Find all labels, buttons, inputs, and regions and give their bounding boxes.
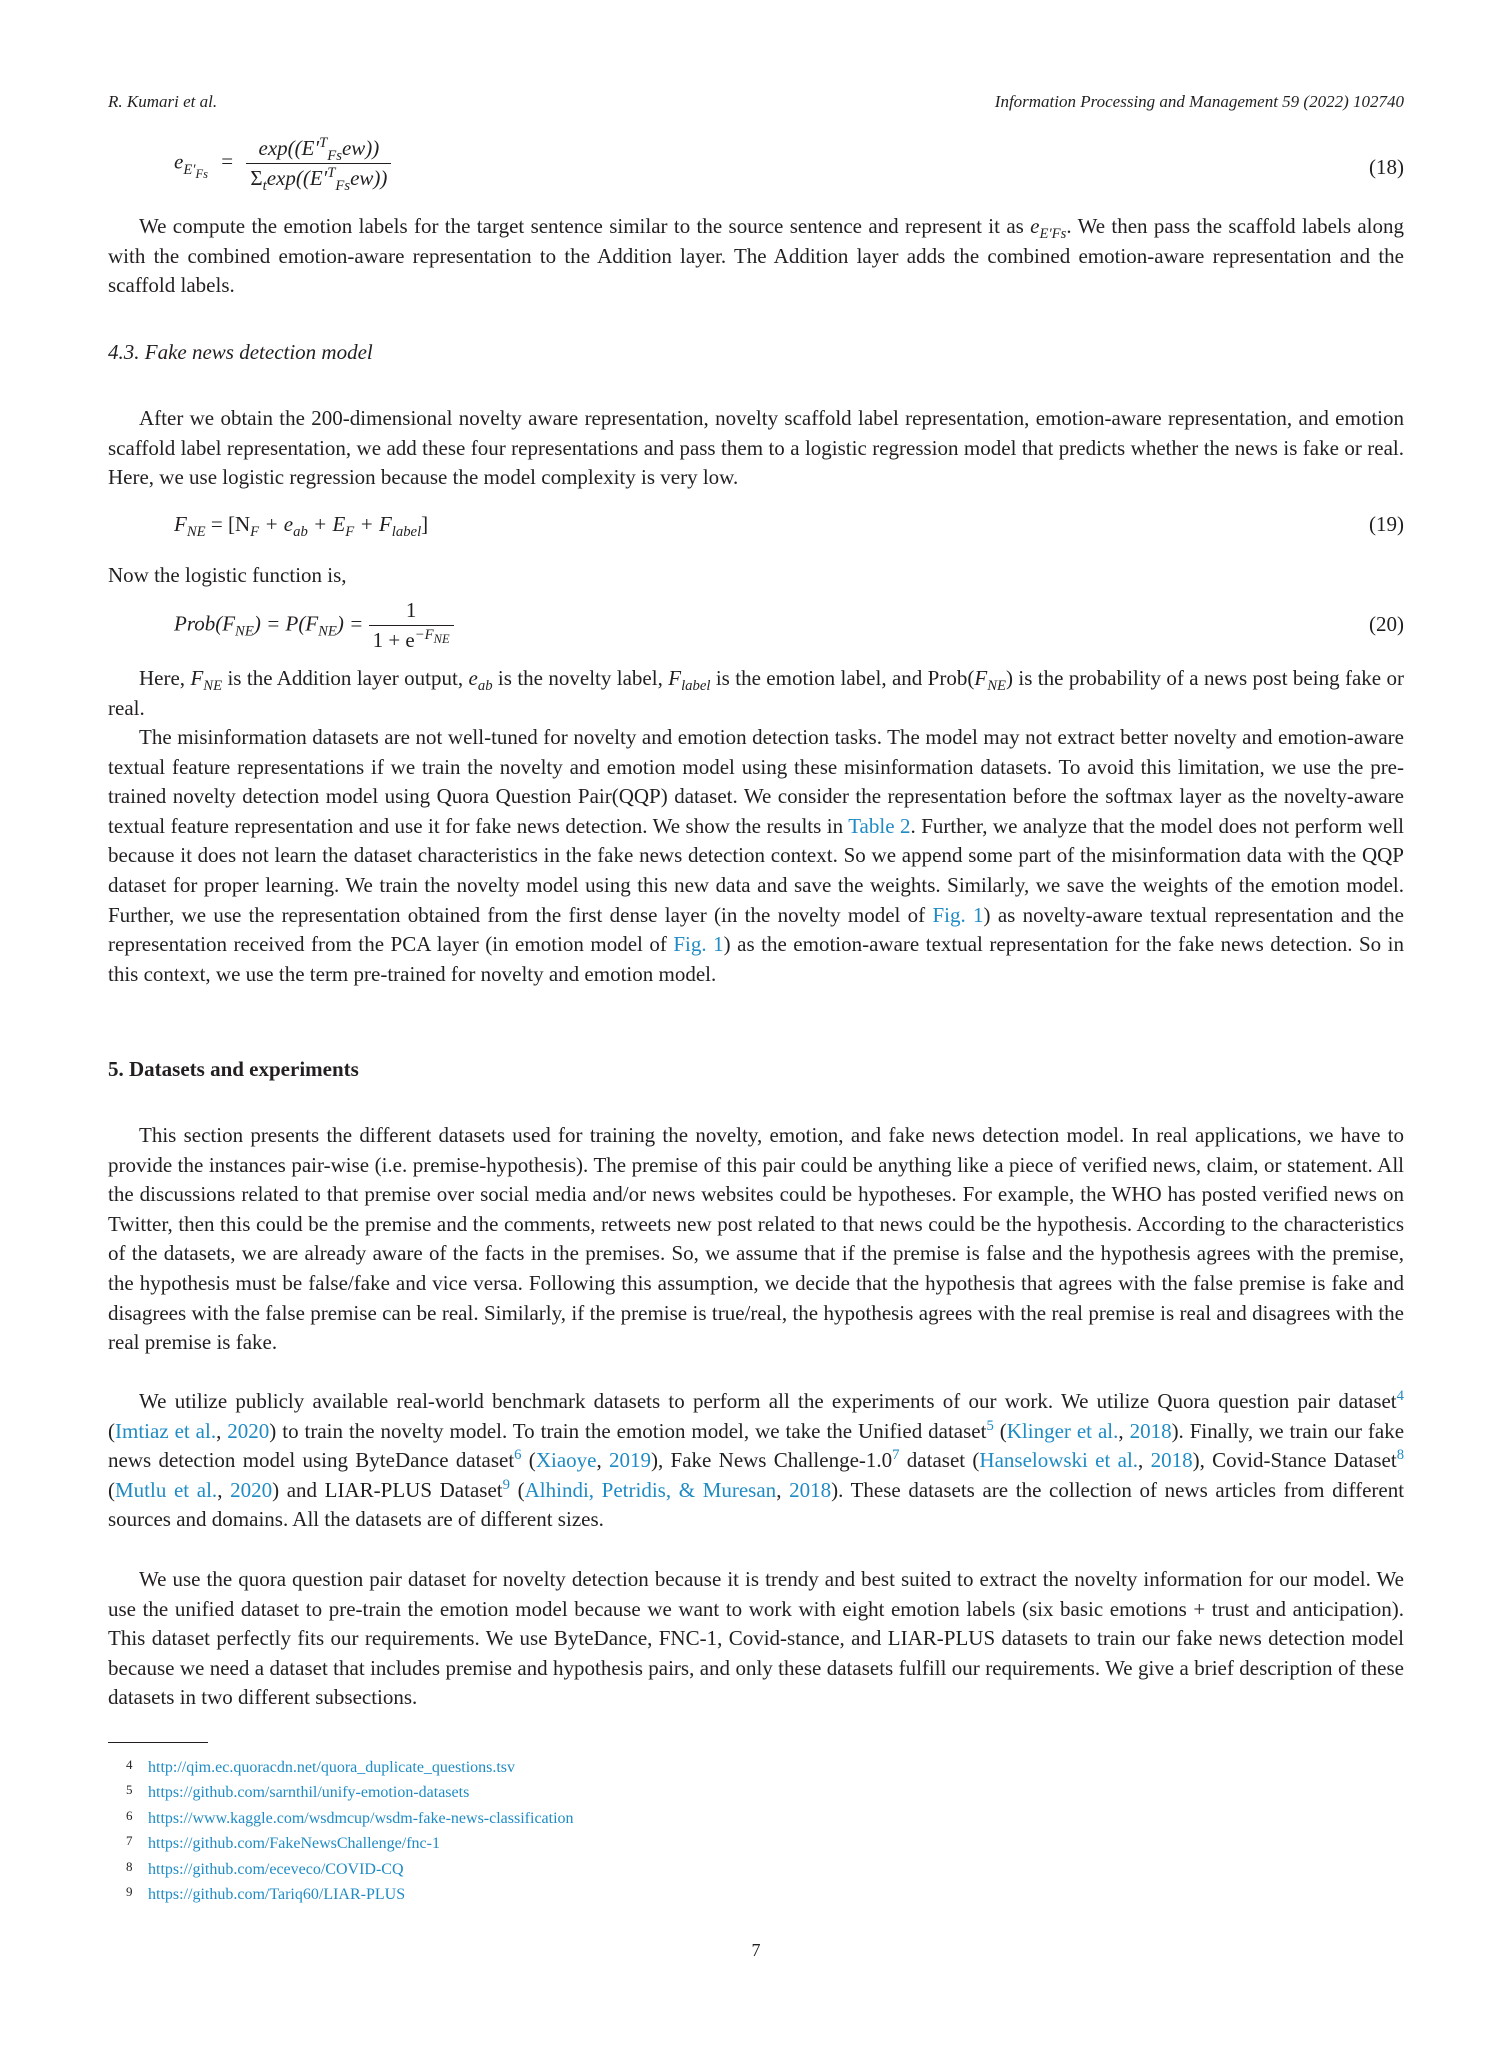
para8-text: We use the quora question pair dataset for novelty detection because it is trendy and best suited to extract the novelty information for our model. We use the unified dataset to pre-train the emotion model because we want to work with eight emotion labels (six basic emotions + trust and anticipation). This dataset perfectly fits our requirements. We use ByteDance, FNC-1, Covid-stance, and LIAR-PLUS datasets to train our fake news detection model because we need a dataset that includes premise and hypothesis pairs, and only these datasets fulfill our requirements. We give a brief description of these datasets in two different subsections. bbox=[108, 1567, 1404, 1710]
eq20-lhs: Prob(F bbox=[174, 611, 236, 636]
section-heading-5: 5. Datasets and experiments bbox=[108, 1057, 359, 1081]
eq19-sub-d: F bbox=[345, 524, 355, 541]
equation-number-20: (20) bbox=[1369, 612, 1404, 636]
para4-v3s: label bbox=[681, 678, 711, 695]
para4-v1s: NE bbox=[203, 678, 223, 695]
footnote-number: 4 bbox=[126, 1757, 133, 1772]
citation-hanselowski-year[interactable]: 2018 bbox=[1150, 1448, 1193, 1473]
para4-d: is the emotion label, and Prob( bbox=[710, 666, 975, 690]
paragraph-logistic-intro bbox=[108, 561, 1404, 591]
footnote-5 bbox=[126, 1782, 469, 1802]
eq18-numerator bbox=[246, 136, 391, 163]
eq19-sub-c: ab bbox=[293, 524, 308, 541]
eq20-fraction bbox=[369, 598, 454, 653]
para4-b: is the Addition layer output, bbox=[222, 666, 469, 690]
para4-v3: F bbox=[668, 666, 682, 690]
para1-var-sub: E′Fs bbox=[1039, 226, 1067, 243]
para5-text bbox=[108, 723, 1404, 989]
footnote-link[interactable]: https://github.com/Tariq60/LIAR-PLUS bbox=[148, 1886, 406, 1903]
para4-e: ) is the probability of a news post being fake or real. bbox=[108, 666, 1405, 720]
equation-number-19: (19) bbox=[1369, 512, 1404, 536]
eq20-den: 1 + e bbox=[372, 628, 415, 652]
eq18-denominator bbox=[246, 163, 391, 195]
para7-g: ), Fake News Challenge-1.0 bbox=[651, 1448, 893, 1473]
citation-imtiaz-year[interactable]: 2020 bbox=[227, 1418, 270, 1443]
paragraph-dataset-justification bbox=[108, 1565, 1404, 1713]
eq20-den-sup: −F bbox=[414, 627, 434, 643]
citation-mutlu[interactable]: Mutlu et al. bbox=[115, 1477, 218, 1502]
para4-text bbox=[108, 664, 1404, 723]
footnote-ref-7[interactable]: 7 bbox=[892, 1447, 900, 1464]
para3-text: Now the logistic function is, bbox=[108, 563, 347, 587]
footnote-ref-9[interactable]: 9 bbox=[502, 1476, 510, 1493]
para7-b: ( bbox=[108, 1418, 115, 1443]
eq18-den-t: t bbox=[262, 178, 267, 195]
citation-alhindi-year[interactable]: 2018 bbox=[789, 1477, 832, 1502]
footnote-4 bbox=[126, 1757, 515, 1777]
para4-v1: F bbox=[190, 666, 204, 690]
eq20-numerator: 1 bbox=[405, 598, 417, 622]
footnote-6 bbox=[126, 1808, 574, 1828]
eq18-num-sup: T bbox=[319, 135, 328, 151]
paragraph-datasets-used bbox=[108, 1387, 1404, 1535]
para5-c: ) as novelty-aware textual representation and the representation received from the PCA layer (in emotion model of bbox=[108, 902, 1405, 957]
footnote-8 bbox=[126, 1859, 404, 1879]
paragraph-datasets-intro bbox=[108, 1121, 1404, 1358]
footnote-7 bbox=[126, 1833, 440, 1853]
para7-e: ). Finally, we train our fake news detection model using ByteDance dataset bbox=[108, 1418, 1405, 1473]
page-number: 7 bbox=[751, 1940, 761, 1960]
para1-text-b: . We then pass the scaffold labels along with the combined emotion-aware representation to the Addition layer. The Addition layer adds the combined emotion-aware representation and the scaffold labels. bbox=[108, 214, 1404, 298]
footnote-ref-4[interactable]: 4 bbox=[1396, 1388, 1404, 1404]
section-heading-4-3: 4.3. Fake news detection model bbox=[108, 340, 373, 364]
eq20-den-supsub: NE bbox=[433, 631, 450, 646]
footnote-link[interactable]: https://www.kaggle.com/wsdmcup/wsdm-fake-news-classification bbox=[148, 1810, 574, 1827]
eq19-c: + e bbox=[259, 512, 294, 536]
paragraph-model-overview bbox=[108, 404, 1404, 493]
eq19-f: ] bbox=[421, 512, 429, 536]
eq19-sub-e: label bbox=[391, 524, 422, 541]
footnote-9 bbox=[126, 1884, 405, 1904]
paragraph-text bbox=[108, 212, 1404, 301]
para7-m: ). These datasets are the collection of news articles from different sources and domains. All the datasets are of different sizes. bbox=[108, 1477, 1405, 1532]
eq18-fraction bbox=[246, 135, 391, 195]
citation-hanselowski[interactable]: Hanselowski et al. bbox=[979, 1448, 1139, 1473]
para7-d: ( bbox=[993, 1418, 1007, 1443]
eq20-mid-sub: NE bbox=[318, 623, 337, 640]
fig-1-link[interactable]: Fig. 1 bbox=[932, 902, 984, 927]
footnote-number: 7 bbox=[126, 1833, 133, 1848]
eq19-a: F bbox=[174, 512, 187, 536]
para4-v2s: ab bbox=[477, 678, 493, 695]
para4-a: Here, bbox=[139, 666, 191, 690]
para7-c: ) to train the novelty model. To train the emotion model, we take the Unified dataset bbox=[269, 1418, 987, 1443]
eq20-lhs-sub: NE bbox=[235, 623, 254, 640]
paragraph-variable-definitions bbox=[108, 664, 1404, 723]
para2-text: After we obtain the 200-dimensional novelty aware representation, novelty scaffold label representation, emotion-aware representation, and emotion scaffold label representation, we add these four representations and pass them to a logistic regression model that predicts whether the news is fake or real. Here, we use logistic regression because the model complexity is very low. bbox=[108, 406, 1404, 490]
eq18-num-sub: Fs bbox=[327, 148, 342, 165]
footnote-divider bbox=[108, 1742, 208, 1743]
eq20-denominator bbox=[369, 625, 454, 653]
eq18-den-sub: Fs bbox=[335, 178, 351, 195]
para7-j: ( bbox=[108, 1477, 115, 1502]
paragraph-emotion-labels bbox=[108, 212, 1404, 301]
para7-text bbox=[108, 1387, 1404, 1535]
para7-f: ( bbox=[521, 1448, 536, 1473]
para7-a: We utilize publicly available real-world benchmark datasets to perform all the experiments of our work. We utilize Quora question pair dataset bbox=[139, 1389, 1397, 1413]
eq18-lhs-sub: E′ bbox=[183, 161, 196, 178]
para5-a: The misinformation datasets are not well-tuned for novelty and emotion detection tasks. The model may not extract better novelty and emotion-aware textual feature representations if we train the novelty and emotion model using these misinformation datasets. To avoid this limitation, we use the pre-trained novelty detection model using Quora Question Pair(QQP) dataset. We consider the representation before the softmax layer as the novelty-aware textual feature representation and use it for fake news detection. We show the results in bbox=[108, 725, 1404, 838]
para7-c5b: , bbox=[217, 1477, 231, 1502]
eq18-den-sup: T bbox=[327, 165, 336, 181]
citation-klinger-year[interactable]: 2018 bbox=[1129, 1418, 1172, 1443]
equation-number-18: (18) bbox=[1369, 155, 1404, 179]
citation-xiaoye[interactable]: Xiaoye bbox=[535, 1448, 597, 1473]
footnote-number: 5 bbox=[126, 1782, 133, 1797]
para1-var: e bbox=[1030, 214, 1040, 238]
para7-i: ), Covid-Stance Dataset bbox=[1192, 1448, 1397, 1473]
eq18-den-post: ew)) bbox=[350, 166, 388, 190]
citation-imtiaz[interactable]: Imtiaz et al. bbox=[115, 1418, 217, 1443]
eq18-lhs-subsub: Fs bbox=[195, 166, 209, 181]
eq20-mid-end: ) = bbox=[336, 611, 364, 636]
footnote-ref-6[interactable]: 6 bbox=[514, 1447, 522, 1464]
footnote-ref-8[interactable]: 8 bbox=[1396, 1447, 1405, 1464]
eq19-d: + E bbox=[307, 512, 346, 536]
equation-19 bbox=[108, 512, 1404, 544]
eq18-num-post: ew)) bbox=[341, 136, 380, 160]
footnote-link[interactable]: http://qim.ec.quoracdn.net/quora_duplicate_questions.tsv bbox=[148, 1759, 516, 1776]
eq18-den-sigma: Σ bbox=[250, 166, 263, 190]
para1-text-a: We compute the emotion labels for the target sentence similar to the source sentence and represent it as bbox=[139, 214, 1031, 238]
header-authors: R. Kumari et al. bbox=[108, 92, 218, 111]
para4-v4: F bbox=[974, 666, 988, 690]
para7-c4b: , bbox=[1138, 1448, 1151, 1473]
para7-k: ) and LIAR-PLUS Dataset bbox=[272, 1477, 503, 1502]
para7-c1b: , bbox=[216, 1418, 228, 1443]
para7-l: ( bbox=[509, 1477, 525, 1502]
para7-c6b: , bbox=[776, 1477, 790, 1502]
eq18-lhs-var: e bbox=[174, 149, 184, 174]
eq19-e: + F bbox=[354, 512, 392, 536]
footnote-link[interactable]: https://github.com/sarnthil/unify-emotion-datasets bbox=[148, 1784, 470, 1801]
header-journal: Information Processing and Management 59 (2022) 102740 bbox=[994, 92, 1404, 111]
para7-c2b: , bbox=[1118, 1418, 1130, 1443]
table-2-link[interactable]: Table 2 bbox=[848, 813, 911, 838]
para4-c: is the novelty label, bbox=[492, 666, 669, 690]
running-header bbox=[108, 92, 1404, 116]
footnote-number: 8 bbox=[126, 1859, 133, 1874]
para7-h: dataset ( bbox=[899, 1448, 980, 1473]
footnote-ref-5[interactable]: 5 bbox=[986, 1417, 994, 1434]
eq19-sub-b: F bbox=[250, 524, 260, 541]
para4-v2: e bbox=[468, 666, 478, 690]
para7-c3b: , bbox=[596, 1448, 610, 1473]
footnote-link[interactable]: https://github.com/FakeNewsChallenge/fnc-1 bbox=[148, 1835, 440, 1852]
fig-1-link-2[interactable]: Fig. 1 bbox=[673, 932, 724, 957]
footnote-link[interactable]: https://github.com/eceveco/COVID-CQ bbox=[148, 1861, 404, 1878]
citation-klinger[interactable]: Klinger et al. bbox=[1006, 1418, 1119, 1443]
eq18-den-pre: exp((E′ bbox=[266, 166, 328, 190]
paragraph-pretrained-models bbox=[108, 723, 1404, 989]
footnote-number: 9 bbox=[126, 1884, 133, 1899]
equation-18: $e_{E'_{Fs}}$ = $\frac{\exp((E'^T_{Fs}ew))}{\Sigma_t\exp((E'^T_{Fs}ew))}$ (18) bbox=[174, 135, 1404, 195]
para6-text: This section presents the different datasets used for training the novelty, emotion, and fake news detection model. In real applications, we have to provide the instances pair-wise (i.e. premise-hypothesis). The premise of this pair could be anything like a piece of verified news, claim, or statement. All the discussions related to that premise over social media and/or news websites could be hypotheses. For example, the WHO has posted verified news on Twitter, then this could be the premise and the comments, retweets new post related to that news could be the hypothesis. According to the characteristics of the datasets, we are already aware of the facts in the premises. So, we assume that if the premise is false and the hypothesis agrees with the premise, the hypothesis must be false/fake and vice versa. Following this assumption, we decide that the hypothesis that agrees with the false premise is fake and disagrees with the false premise can be real. Similarly, if the premise is true/real, the hypothesis agrees with the real premise is real and disagrees with the real premise is fake. bbox=[108, 1123, 1404, 1355]
equation-20 bbox=[108, 598, 1404, 660]
eq19-sub-a: NE bbox=[186, 524, 206, 541]
citation-mutlu-year[interactable]: 2020 bbox=[230, 1477, 273, 1502]
citation-alhindi[interactable]: Alhindi, Petridis, & Muresan bbox=[524, 1477, 777, 1502]
para4-v4s: NE bbox=[987, 678, 1006, 695]
eq20-mid: ) = P(F bbox=[253, 611, 319, 636]
footnote-number: 6 bbox=[126, 1808, 133, 1823]
eq19-b: = [N bbox=[205, 512, 251, 536]
para5-b: . Further, we analyze that the model does not perform well because it does not learn the dataset characteristics in the fake news detection context. So we append some part of the misinformation data with the QQP dataset for proper learning. We train the novelty model using this new data and save the weights. Similarly, we save the weights of the emotion model. Further, we use the representation obtained from the first dense layer (in the novelty model of bbox=[108, 813, 1404, 927]
para5-d: ) as the emotion-aware textual representation for the fake news detection. So in this context, we use the term pre-trained for novelty and emotion model. bbox=[108, 932, 1405, 986]
eq18-num-pre: exp((E′ bbox=[258, 136, 320, 160]
citation-xiaoye-year[interactable]: 2019 bbox=[609, 1448, 652, 1473]
